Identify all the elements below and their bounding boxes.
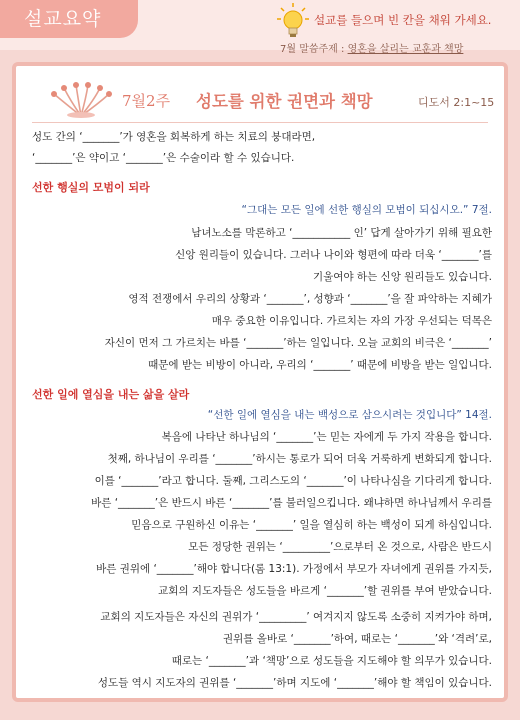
section2-line: 바른 ‘_______’은 반드시 바른 ‘_______’를 불러일으킵니다. 왜냐하면 하나님께서 우리를 xyxy=(91,497,492,509)
section2-line: 교회의 지도자들은 성도들을 바르게 ‘_______’할 권위를 부여 받았습니다. xyxy=(158,585,492,597)
section2-line: 첫째, 하나님이 우리를 ‘_______’하시는 통로가 되어 더욱 거룩하게 변화되게 합니다. xyxy=(107,453,492,465)
theme-text: 영혼을 살리는 교훈과 책망 xyxy=(347,44,464,55)
section2-heading: 선한 일에 열심을 내는 삶을 살라 xyxy=(32,388,190,401)
intro-line: 성도 간의 ‘_______’가 영혼을 회복하게 하는 치료의 붕대라면, xyxy=(32,131,316,143)
section2-verse: “선한 일에 열심을 내는 백성으로 삼으시려는 것입니다” 14절. xyxy=(207,409,492,421)
sermon-week: 7월2주 xyxy=(122,92,171,110)
scripture-reference: 디도서 2:1~15 xyxy=(418,96,495,109)
sermon-title: 성도를 위한 권면과 책망 xyxy=(196,92,373,111)
summary-badge: 설교요약 xyxy=(0,0,138,38)
monthly-theme xyxy=(280,40,463,55)
section2-line: 바른 권위에 ‘_______’해야 합니다(롬 13:1). 가정에서 부모가 자녀에게 권위를 가지듯, xyxy=(96,563,492,575)
section1-heading: 선한 행실의 모범이 되라 xyxy=(32,181,150,194)
section1-line: 때문에 받는 비방이 아니라, 우리의 ‘_______’ 때문에 비방을 받는 일입니다. xyxy=(148,359,492,371)
section2-line: 권위를 올바로 ‘_______’하여, 때로는 ‘_______’와 ‘격려’로, xyxy=(222,633,492,645)
section1-line: 매우 중요한 이유입니다. 가르치는 자의 가장 우선되는 덕목은 xyxy=(211,315,492,327)
section2-line: 성도들 역시 지도자의 권위를 ‘_______’하며 지도에 ‘_______’해야 할 책임이 있습니다. xyxy=(97,677,492,689)
section1-line: 남녀노소를 막론하고 ‘___________ 인’ 답게 살아가기 위해 필요한 xyxy=(191,227,492,239)
section2-line: 교회의 지도자들은 자신의 권위가 ‘_________’ 여겨지지 않도록 소중히 지켜가야 하며, xyxy=(100,611,492,623)
section2-line: 모든 정당한 권위는 ‘_________’으로부터 온 것으로, 사람은 반드시 xyxy=(188,541,492,553)
section1-line: 기울여야 하는 신앙 원리들도 있습니다. xyxy=(313,271,492,283)
lightbulb-icon xyxy=(276,2,310,40)
section2-line: 믿음으로 구원하신 이유는 ‘_______’ 일을 열심히 하는 백성이 되게 하심입니다. xyxy=(131,519,492,531)
intro-line: ‘_______’은 약이고 ‘_______’은 수술이라 할 수 있습니다. xyxy=(32,152,295,164)
section1-line: 신앙 원리들이 있습니다. 그러나 나이와 형편에 따라 더욱 ‘_______’를 xyxy=(175,249,492,261)
section2-line: 이를 ‘_______’라고 합니다. 둘째, 그리스도의 ‘_______’이 나타나심을 기다리게 합니다. xyxy=(94,475,492,487)
sermon-card xyxy=(12,62,508,702)
flower-decoration-icon xyxy=(46,82,116,118)
section2-line: 복음에 나타난 하나님의 ‘_______’는 믿는 자에게 두 가지 작용을 합니다. xyxy=(161,431,492,443)
title-divider xyxy=(32,122,488,123)
instruction-text: 설교를 들으며 빈 칸을 채워 가세요. xyxy=(314,13,492,27)
section1-line: 영적 전쟁에서 우리의 상황과 ‘_______’, 성향과 ‘_______’을 잘 파악하는 지혜가 xyxy=(128,293,492,305)
section2-line: 때로는 ‘_______’과 ‘책망’으로 성도들을 지도해야 할 의무가 있습니다. xyxy=(171,655,492,667)
section1-line: 자신이 먼저 그 가르치는 바를 ‘_______’하는 일입니다. 오늘 교회의 비극은 ‘_______’ xyxy=(104,337,492,349)
section1-verse: “그대는 모든 일에 선한 행실의 모범이 되십시오.” 7절. xyxy=(241,204,492,216)
theme-label: 7월 말씀주제 : xyxy=(280,44,345,55)
